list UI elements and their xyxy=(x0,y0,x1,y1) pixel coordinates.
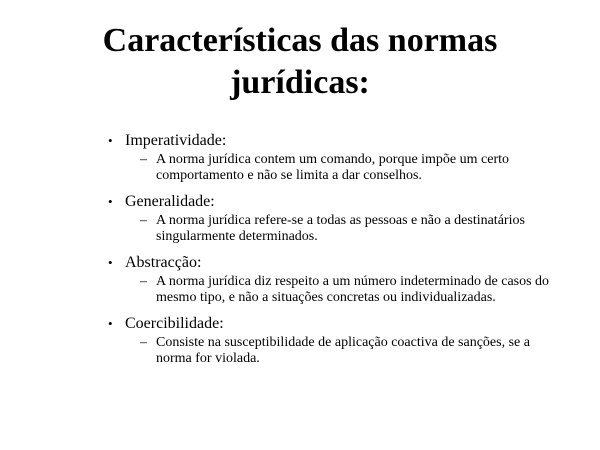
bullet-heading: Generalidade: xyxy=(125,193,215,210)
dash-icon: – xyxy=(140,152,147,167)
dash-icon: – xyxy=(140,274,147,289)
sub-item-text: A norma jurídica diz respeito a um número indeterminado de casos do mesmo tipo, e não a situações concretas ou individualizadas. xyxy=(156,274,550,305)
sub-item-imperatividade xyxy=(108,152,568,184)
sub-item-generalidade xyxy=(108,213,568,245)
bullet-item-generalidade xyxy=(108,192,568,211)
sub-item-text: A norma jurídica contem um comando, porque impõe um certo comportamento e não se limita a dar conselhos. xyxy=(156,152,510,183)
dash-icon: – xyxy=(140,213,147,228)
sub-item-coercibilidade xyxy=(108,335,568,367)
bullet-heading: Coercibilidade: xyxy=(125,315,224,332)
bullet-heading: Abstracção: xyxy=(125,254,202,271)
sub-item-text: Consiste na susceptibilidade de aplicação coactiva de sanções, se a norma for violada. xyxy=(156,335,530,366)
sub-item-abstraccao xyxy=(108,274,568,306)
slide-title xyxy=(40,20,560,104)
bullet-item-imperatividade xyxy=(108,131,568,150)
bullet-icon: • xyxy=(108,255,113,270)
dash-icon: – xyxy=(140,335,147,350)
slide-title-line-2: jurídicas: xyxy=(230,64,370,101)
bullet-icon: • xyxy=(108,133,113,148)
bullet-item-coercibilidade xyxy=(108,314,568,333)
bullet-icon: • xyxy=(108,316,113,331)
bullet-icon: • xyxy=(108,194,113,209)
bullet-item-abstraccao xyxy=(108,253,568,272)
sub-item-text: A norma jurídica refere-se a todas as pessoas e não a destinatários singularmente determinados. xyxy=(156,213,525,244)
bullet-heading: Imperatividade: xyxy=(125,132,227,149)
slide-title-line-1: Características das normas xyxy=(102,22,498,59)
bullet-list xyxy=(108,131,568,367)
